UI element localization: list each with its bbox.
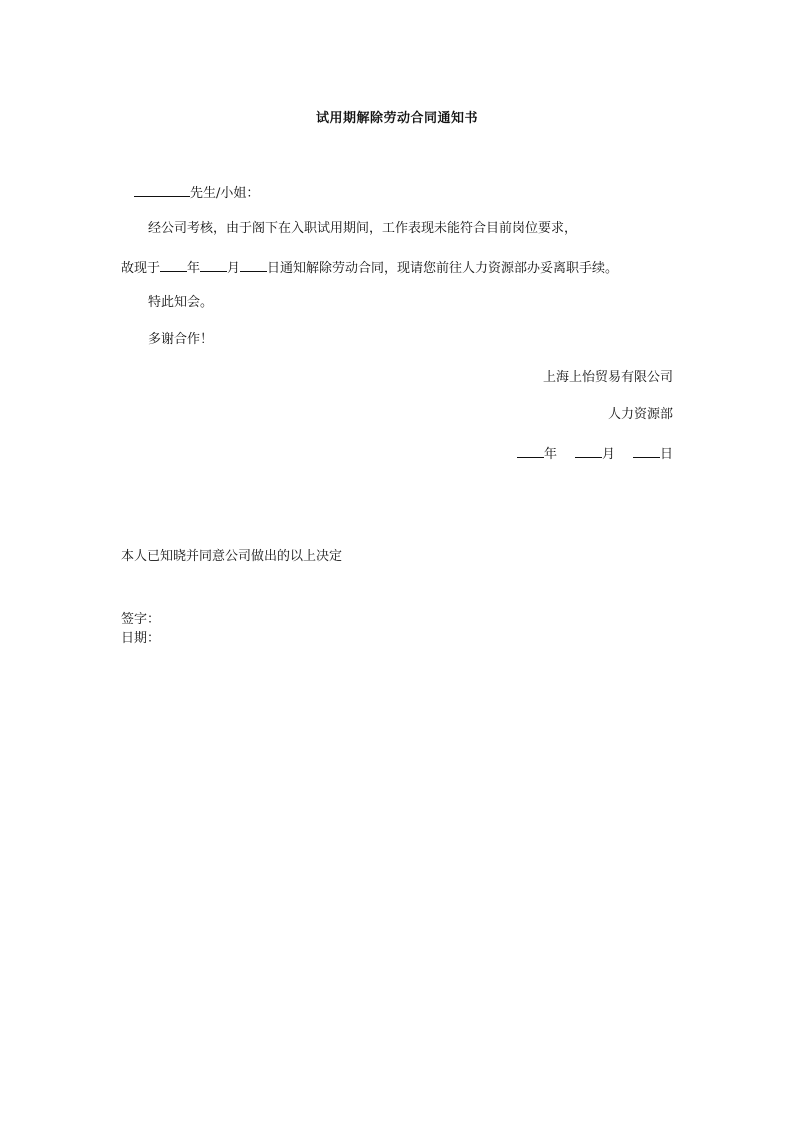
closing-notice: 特此知会。 [148, 295, 214, 310]
salutation-suffix: 先生/小姐： [190, 186, 260, 201]
signoff-year-label: 年 [543, 447, 557, 462]
company-name: 上海上怡贸易有限公司 [542, 370, 673, 385]
para2-prefix: 故现于 [121, 261, 161, 276]
paragraph-2 [121, 258, 618, 277]
signoff-month-blank [575, 444, 602, 458]
day-blank [240, 258, 267, 272]
date-label: 日期： [121, 631, 161, 646]
month-blank [200, 258, 227, 272]
signoff-year-blank [517, 444, 544, 458]
year-label: 年 [187, 261, 201, 276]
department-name: 人力资源部 [607, 407, 673, 422]
salutation-line [134, 183, 259, 202]
signoff-day-label: 日 [659, 447, 673, 462]
month-label: 月 [227, 261, 241, 276]
document-title: 试用期解除劳动合同通知书 [315, 111, 478, 126]
signoff-day-blank [633, 444, 660, 458]
name-blank [134, 183, 190, 197]
signoff-month-label: 月 [601, 447, 615, 462]
year-blank [160, 258, 187, 272]
closing-thanks: 多谢合作！ [148, 332, 214, 347]
paragraph-1: 经公司考核，由于阁下在入职试用期间，工作表现未能符合目前岗位要求， [148, 221, 578, 236]
signoff-date [517, 444, 673, 463]
signature-label: 签字： [121, 612, 161, 627]
para2-suffix: 日通知解除劳动合同，现请您前往人力资源部办妥离职手续。 [267, 261, 619, 276]
acknowledgement: 本人已知晓并同意公司做出的以上决定 [121, 549, 343, 564]
